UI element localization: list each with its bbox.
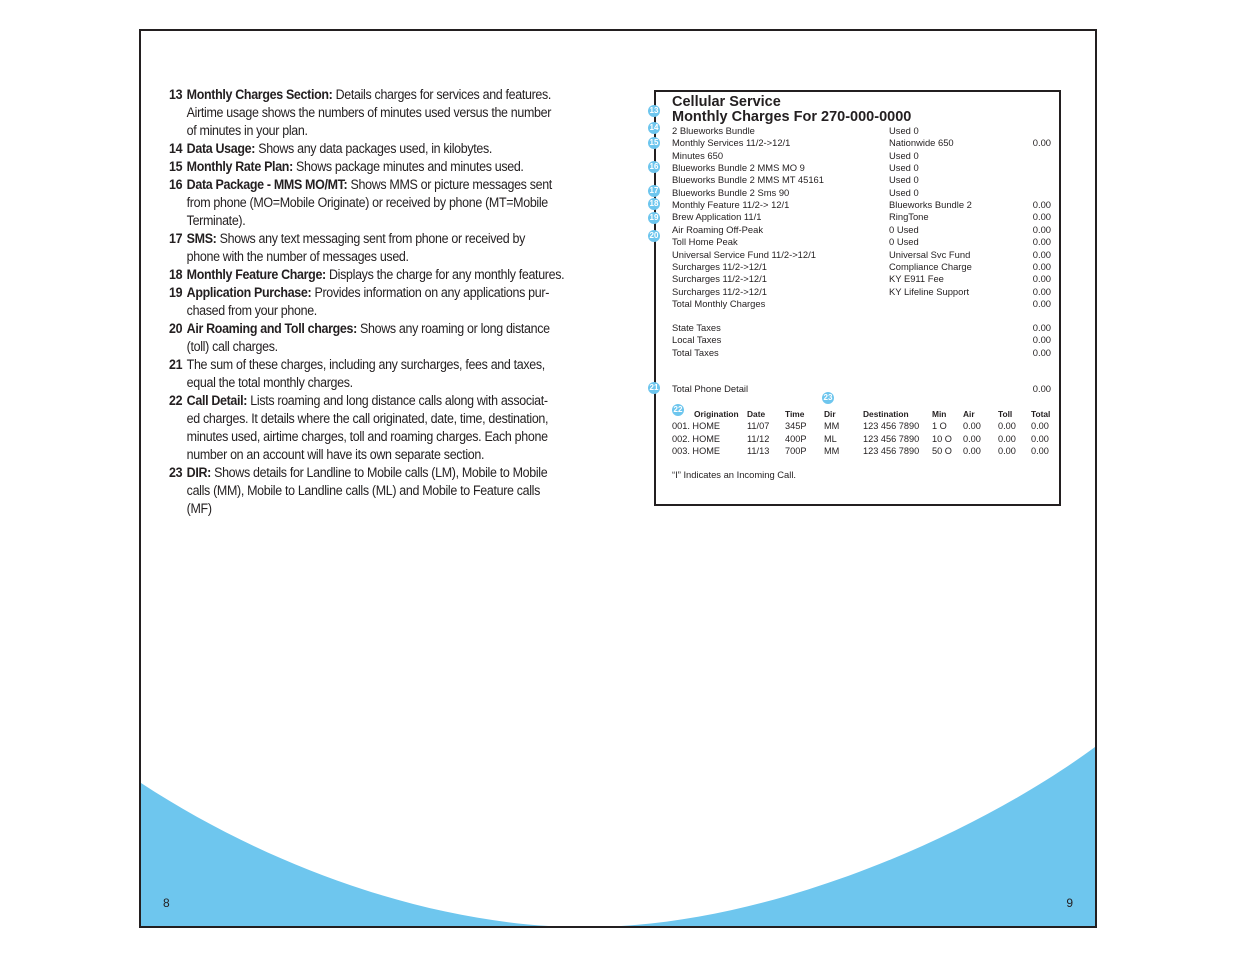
charge-row-col2: KY Lifeline Support bbox=[889, 285, 970, 297]
legend-text: Shows any data packages used, in kilobytes. bbox=[258, 141, 493, 156]
detail-header: Date bbox=[747, 409, 766, 419]
detail-header: Min bbox=[932, 409, 947, 419]
detail-cell: 11/13 bbox=[747, 446, 770, 457]
tax-row-col1: State Taxes bbox=[672, 322, 721, 333]
charge-row bbox=[672, 150, 1051, 162]
charge-row-col1: Blueworks Bundle 2 Sms 90 bbox=[672, 186, 790, 198]
legend-text: Airtime usage shows the numbers of minutes used versus the number bbox=[186, 105, 552, 120]
charge-row bbox=[672, 249, 1051, 261]
detail-cell: 11/07 bbox=[747, 421, 770, 431]
callout-badge-15: 15 bbox=[649, 138, 659, 147]
total-phone-row-col1: Total Phone Detail bbox=[672, 383, 749, 394]
legend-text: of minutes in your plan. bbox=[186, 123, 308, 138]
legend-text: The sum of these charges, including any surcharges, fees and taxes, bbox=[186, 357, 545, 372]
tax-row bbox=[672, 322, 1051, 334]
legend-text: Details charges for services and features. bbox=[335, 87, 552, 102]
charge-row bbox=[672, 286, 1051, 298]
legend-number: 21 bbox=[169, 357, 183, 372]
legend-number: 14 bbox=[169, 141, 183, 156]
legend-text: Shows any text messaging sent from phone or received by bbox=[219, 231, 526, 246]
legend-text: Shows any roaming or long distance bbox=[360, 321, 550, 336]
detail-cell: 0.00 bbox=[1031, 433, 1049, 444]
legend-text: phone with the number of messages used. bbox=[186, 249, 409, 264]
legend-list bbox=[169, 86, 569, 518]
callout-badge-13: 13 bbox=[649, 106, 659, 115]
charge-row-col3: 0.00 bbox=[1032, 260, 1051, 272]
legend-item bbox=[169, 140, 569, 158]
detail-cell: 0.00 bbox=[998, 446, 1016, 457]
detail-header: Total bbox=[1031, 409, 1051, 419]
detail-cell: 0.00 bbox=[1031, 446, 1049, 457]
detail-cell: ML bbox=[824, 433, 837, 444]
charge-row bbox=[672, 174, 1051, 186]
legend-text: from phone (MO=Mobile Originate) or received by phone (MT=Mobile bbox=[186, 195, 548, 210]
bill-subtitle: Monthly Charges For 270-000-0000 bbox=[672, 109, 912, 125]
charge-row bbox=[672, 211, 1051, 223]
legend-term: Monthly Charges Section: bbox=[186, 87, 333, 102]
charge-row-col2: Universal Svc Fund bbox=[889, 248, 971, 260]
legend-number: 20 bbox=[169, 321, 183, 336]
callout-badge-21: 21 bbox=[649, 383, 659, 392]
legend-item bbox=[169, 176, 569, 230]
legend-number: 18 bbox=[169, 267, 183, 282]
legend-text: number on an account will have its own separate section. bbox=[186, 447, 485, 462]
charge-row-col2: Used 0 bbox=[889, 162, 919, 174]
charge-row-col2: 0 Used bbox=[889, 236, 919, 248]
legend-number: 17 bbox=[169, 231, 183, 246]
charge-row-col3: 0.00 bbox=[1032, 297, 1051, 309]
booklet-spread bbox=[139, 29, 1097, 928]
legend-text: Displays the charge for any monthly features. bbox=[329, 267, 565, 282]
legend-text: (toll) call charges. bbox=[186, 339, 278, 354]
charge-row-col1: Air Roaming Off-Peak bbox=[672, 223, 764, 235]
charge-row-col2: RingTone bbox=[889, 211, 929, 223]
legend-item bbox=[169, 158, 569, 176]
charge-row bbox=[672, 298, 1051, 310]
charge-row bbox=[672, 224, 1051, 236]
detail-cell: 400P bbox=[785, 433, 807, 444]
detail-cell: 123 456 7890 bbox=[863, 433, 920, 444]
tax-row-col3: 0.00 bbox=[1032, 346, 1051, 358]
legend-term: Data Package - MMS MO/MT: bbox=[186, 177, 348, 192]
legend-term: Application Purchase: bbox=[186, 285, 312, 300]
detail-header: Destination bbox=[863, 409, 909, 419]
detail-cell: 123 456 7890 bbox=[863, 446, 920, 457]
legend-number: 22 bbox=[169, 393, 183, 408]
incoming-call-note: “I” Indicates an Incoming Call. bbox=[672, 469, 797, 480]
charge-row-col2: Used 0 bbox=[889, 149, 919, 161]
legend-number: 23 bbox=[169, 465, 183, 480]
charge-row-col1: Toll Home Peak bbox=[672, 236, 738, 248]
page-number-right: 9 bbox=[1066, 896, 1073, 910]
legend-text: Provides information on any applications pur- bbox=[314, 285, 550, 300]
charge-row-col2: Used 0 bbox=[889, 174, 919, 186]
charge-row bbox=[672, 162, 1051, 174]
charge-row-col2: Nationwide 650 bbox=[889, 137, 954, 149]
detail-cell: 700P bbox=[785, 446, 807, 457]
legend-item bbox=[169, 230, 569, 266]
charge-row bbox=[672, 125, 1051, 137]
legend-item bbox=[169, 320, 569, 356]
legend-item bbox=[169, 356, 569, 392]
tax-row bbox=[672, 347, 1051, 359]
callout-badge-20: 20 bbox=[649, 231, 659, 240]
callout-badge-18: 18 bbox=[649, 199, 659, 208]
legend-number: 13 bbox=[169, 87, 183, 102]
tax-row-col1: Total Taxes bbox=[672, 346, 719, 358]
charge-row bbox=[672, 273, 1051, 285]
legend-text: Shows package minutes and minutes used. bbox=[296, 159, 524, 174]
detail-cell: 0.00 bbox=[998, 421, 1016, 431]
detail-cell: 1 O bbox=[932, 421, 947, 431]
legend-term: DIR: bbox=[186, 465, 211, 480]
legend-item bbox=[169, 284, 569, 320]
detail-header: Dir bbox=[824, 409, 836, 419]
charge-row-col2: Used 0 bbox=[889, 125, 919, 136]
charge-row bbox=[672, 236, 1051, 248]
detail-cell: MM bbox=[824, 421, 840, 431]
charge-row-col3: 0.00 bbox=[1032, 137, 1051, 149]
charge-row-col1: Universal Service Fund 11/2->12/1 bbox=[672, 248, 816, 260]
charge-row-col2: KY E911 Fee bbox=[889, 273, 944, 285]
charge-row-col2: Used 0 bbox=[889, 186, 919, 198]
detail-cell: 001. HOME bbox=[672, 421, 720, 431]
legend-text: Shows details for Landline to Mobile calls (LM), Mobile to Mobile bbox=[214, 465, 548, 480]
bill-title: Cellular Service bbox=[672, 94, 781, 110]
detail-header: Toll bbox=[998, 409, 1013, 419]
legend-item bbox=[169, 266, 569, 284]
detail-cell: 003. HOME bbox=[672, 446, 720, 457]
charge-row-col3: 0.00 bbox=[1032, 199, 1051, 211]
legend-term: Monthly Rate Plan: bbox=[186, 159, 293, 174]
detail-cell: 11/12 bbox=[747, 433, 770, 444]
detail-cell: 0.00 bbox=[1031, 421, 1049, 431]
charge-row bbox=[672, 261, 1051, 273]
detail-cell: 10 O bbox=[932, 433, 952, 444]
detail-header: Air bbox=[963, 409, 975, 419]
charge-row-col1: Total Monthly Charges bbox=[672, 297, 766, 309]
callout-badge-23: 23 bbox=[823, 393, 833, 402]
legend-term: Air Roaming and Toll charges: bbox=[186, 321, 357, 336]
legend-term: Monthly Feature Charge: bbox=[186, 267, 326, 282]
legend-text: (MF) bbox=[186, 501, 212, 516]
total-phone-row-col3: 0.00 bbox=[1032, 383, 1051, 394]
charge-row-col1: Monthly Services 11/2->12/1 bbox=[672, 137, 791, 149]
charge-row-col1: Monthly Feature 11/2-> 12/1 bbox=[672, 199, 790, 211]
legend-text: equal the total monthly charges. bbox=[186, 375, 353, 390]
legend-text: chased from your phone. bbox=[186, 303, 317, 318]
tax-row-col3: 0.00 bbox=[1032, 334, 1051, 346]
legend-number: 19 bbox=[169, 285, 183, 300]
detail-cell: 0.00 bbox=[963, 433, 981, 444]
charge-row-col3: 0.00 bbox=[1032, 236, 1051, 248]
charge-row bbox=[672, 187, 1051, 199]
legend-text: Shows MMS or picture messages sent bbox=[350, 177, 552, 192]
total-phone-row bbox=[672, 383, 1051, 395]
sample-bill bbox=[649, 90, 1061, 506]
tax-row bbox=[672, 334, 1051, 346]
charge-row-col1: 2 Blueworks Bundle bbox=[672, 125, 755, 136]
legend-number: 16 bbox=[169, 177, 183, 192]
legend-text: Lists roaming and long distance calls along with associat- bbox=[250, 393, 548, 408]
callout-badge-19: 19 bbox=[649, 213, 659, 222]
charge-row-col1: Blueworks Bundle 2 MMS MT 45161 bbox=[672, 174, 824, 186]
legend-text: calls (MM), Mobile to Landline calls (ML) and Mobile to Feature calls bbox=[186, 483, 541, 498]
legend-item bbox=[169, 464, 569, 518]
tax-row-col1: Local Taxes bbox=[672, 334, 722, 346]
legend-text: ed charges. It details where the call originated, date, time, destination, bbox=[186, 411, 549, 426]
charge-row bbox=[672, 199, 1051, 211]
charge-row-col2: Blueworks Bundle 2 bbox=[889, 199, 972, 211]
charge-row-col3: 0.00 bbox=[1032, 285, 1051, 297]
legend-text: Terminate). bbox=[186, 213, 246, 228]
tax-row-col3: 0.00 bbox=[1032, 322, 1051, 333]
detail-cell: 345P bbox=[785, 421, 807, 431]
charge-row-col3: 0.00 bbox=[1032, 273, 1051, 285]
legend-term: Data Usage: bbox=[186, 141, 256, 156]
charge-row-col1: Blueworks Bundle 2 MMS MO 9 bbox=[672, 162, 805, 174]
charge-row-col1: Minutes 650 bbox=[672, 149, 724, 161]
legend-term: SMS: bbox=[186, 231, 217, 246]
page-number-left: 8 bbox=[163, 896, 170, 910]
charge-row-col1: Surcharges 11/2->12/1 bbox=[672, 273, 767, 285]
detail-cell: 50 O bbox=[932, 446, 952, 457]
callout-badge-16: 16 bbox=[649, 162, 659, 171]
detail-header: Origination bbox=[694, 409, 739, 419]
detail-cell: 0.00 bbox=[963, 446, 981, 457]
legend-item bbox=[169, 392, 569, 464]
legend-text: minutes used, airtime charges, toll and roaming charges. Each phone bbox=[186, 429, 548, 444]
detail-cell: 002. HOME bbox=[672, 433, 720, 444]
charge-row-col1: Brew Application 11/1 bbox=[672, 211, 762, 223]
charge-row-col2: Compliance Charge bbox=[889, 260, 972, 272]
detail-cell: 123 456 7890 bbox=[863, 421, 920, 431]
detail-cell: MM bbox=[824, 446, 840, 457]
charge-row-col1: Surcharges 11/2->12/1 bbox=[672, 285, 767, 297]
detail-cell: 0.00 bbox=[963, 421, 981, 431]
legend-item bbox=[169, 86, 569, 140]
legend-number: 15 bbox=[169, 159, 183, 174]
charge-row-col3: 0.00 bbox=[1032, 248, 1051, 260]
detail-header: Time bbox=[785, 409, 805, 419]
charge-row-col3: 0.00 bbox=[1032, 211, 1051, 223]
detail-cell: 0.00 bbox=[998, 433, 1016, 444]
charge-row-col3: 0.00 bbox=[1032, 223, 1051, 235]
callout-badge-14: 14 bbox=[649, 123, 659, 132]
charge-row-col1: Surcharges 11/2->12/1 bbox=[672, 260, 767, 272]
charge-row-col2: 0 Used bbox=[889, 223, 919, 235]
callout-badge-22: 22 bbox=[673, 405, 683, 414]
callout-badge-17: 17 bbox=[649, 186, 659, 195]
charge-row bbox=[672, 137, 1051, 149]
legend-term: Call Detail: bbox=[186, 393, 248, 408]
